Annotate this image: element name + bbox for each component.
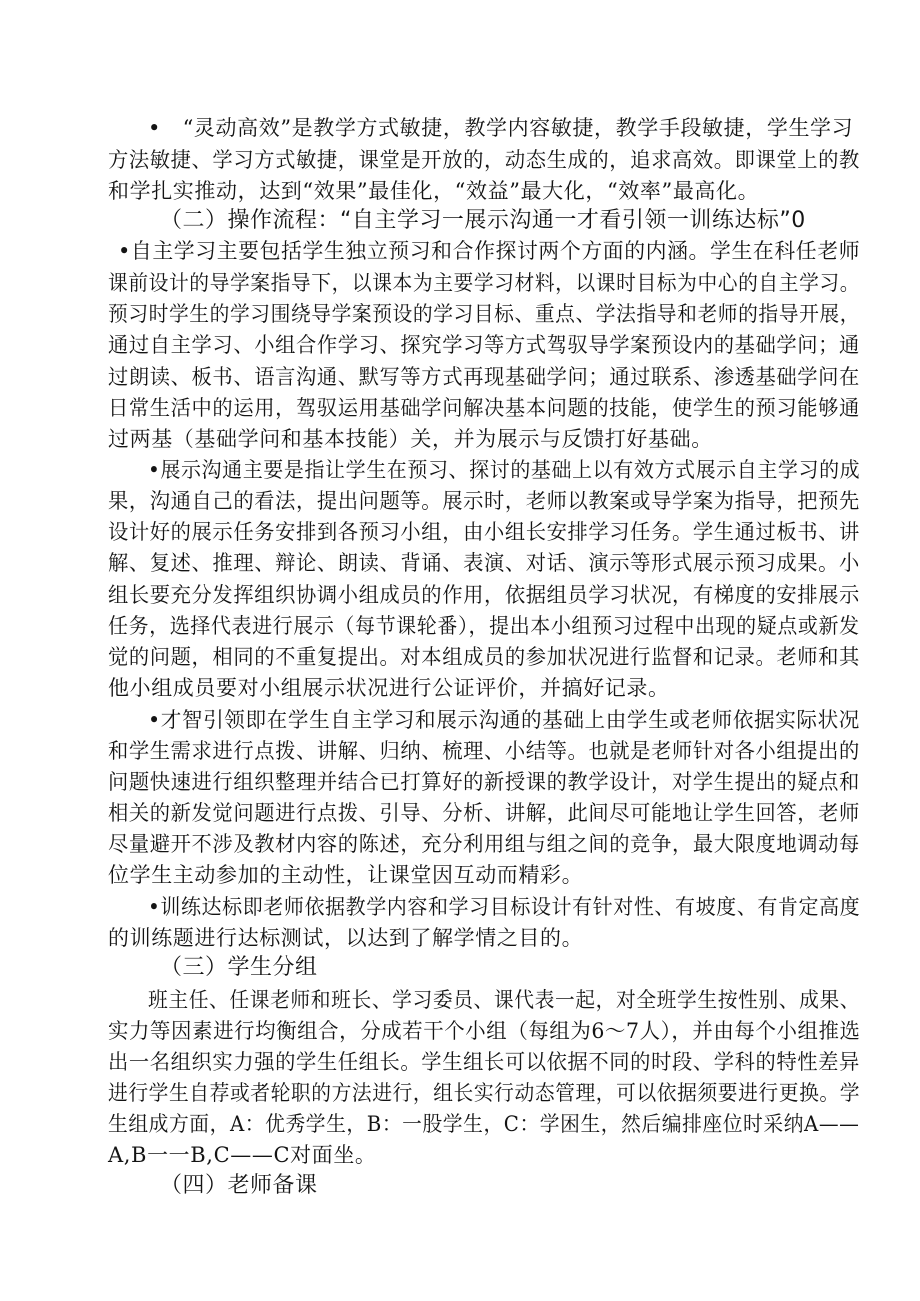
intro-line: 方法敏捷、学习方式敏捷，课堂是开放的，动态生成的，追求高效。即课堂上的教 (108, 148, 860, 172)
paragraph-line: 进行学生自荐或者轮职的方法进行，组长实行动态管理，可以依据须要进行更换。学 (108, 1081, 861, 1105)
paragraph-line: 和学生需求进行点拨、讲解、归纳、梳理、小结等。也就是老师针对各小组提出的 (108, 739, 860, 763)
paragraph-line: 问题快速进行组织整理并结合已打算好的新授课的教学设计，对学生提出的疑点和 (108, 770, 860, 794)
paragraph-line: 他小组成员要对小组展示状况进行公证评价，并搞好记录。 (108, 676, 670, 700)
paragraph-line: 果，沟通自己的看法，提出问题等。展示时，老师以教案或导学案为指导，把预先 (108, 489, 860, 513)
paragraph-line: 过朗读、板书、语言沟通、默写等方式再现基础学问；通过联系、渗透基础学问在 (108, 365, 860, 389)
paragraph-line: 过两基（基础学问和基本技能）关，并为展示与反馈打好基础。 (108, 427, 713, 451)
paragraph-line: •自主学习主要包括学生独立预习和合作探讨两个方面的内涵。学生在科任老师 (118, 239, 861, 263)
paragraph-line: 实力等因素进行均衡组合，分成若干个小组（每组为6～7人），并由每个小组推选 (108, 1019, 861, 1043)
paragraph-line: A,B一一B,C——C对面坐。 (108, 1143, 377, 1167)
paragraph-line: 觉的问题，相同的不重复提出。对本组成员的参加状况进行监督和记录。老师和其 (108, 645, 860, 669)
paragraph-line: 课前设计的导学案指导下，以课本为主要学习材料，以课时目标为中心的自主学习。 (108, 271, 861, 295)
paragraph-line: 任务，选择代表进行展示（每节课轮番），提出本小组预习过程中出现的疑点或新发 (108, 614, 860, 638)
paragraph-line: •才智引领即在学生自主学习和展示沟通的基础上由学生或老师依据实际状况 (148, 708, 861, 732)
paragraph-line: 位学生主动参加的主动性，让课堂因互动而精彩。 (108, 863, 584, 887)
paragraph-line: 设计好的展示任务安排到各预习小组，由小组长安排学习任务。学生通过板书、讲 (108, 520, 860, 544)
section-heading-2: （二）操作流程：“自主学习一展示沟通一才看引领一训练达标”0 (160, 208, 806, 233)
paragraph-line: 日常生活中的运用，驾驭运用基础学问解决基本问题的技能，使学生的预习能够通 (108, 396, 860, 420)
paragraph-line: 班主任、任课老师和班长、学习委员、课代表一起，对全班学生按性别、成果、 (148, 988, 861, 1012)
section-heading-4: （四）老师备课 (160, 1173, 318, 1198)
intro-line: 和学扎实推动，达到“效果”最佳化，“效益”最大化，“效率”最高化。 (108, 179, 760, 203)
paragraph-line: 出一名组织实力强的学生任组长。学生组长可以依据不同的时段、学科的特性差异 (108, 1050, 860, 1074)
paragraph-line: 生组成方面，A：优秀学生，B：一股学生，C：学困生，然后编排座位时采纳A—— (108, 1112, 860, 1136)
paragraph-line: 尽量避开不涉及教材内容的陈述，充分利用组与组之间的竞争，最大限度地调动每 (108, 832, 860, 856)
paragraph-line: 的训练题进行达标测试，以达到了解学情之目的。 (108, 926, 584, 950)
paragraph-line: 通过自主学习、小组合作学习、探究学习等方式驾驭导学案预设内的基础学问；通 (108, 333, 860, 357)
paragraph-line: 相关的新发觉问题进行点拨、引导、分析、讲解，此间尽可能地让学生回答，老师 (108, 801, 860, 825)
paragraph-line: 解、复述、推理、辩论、朗读、背诵、表演、对话、演示等形式展示预习成果。小 (108, 551, 860, 575)
paragraph-line: 组长要充分发挥组织协调小组成员的作用，依据组员学习状况，有梯度的安排展示 (108, 583, 860, 607)
intro-line: • “灵动高效”是教学方式敏捷，教学内容敏捷，教学手段敏捷，学生学习 (148, 116, 854, 140)
paragraph-line: 预习时学生的学习围绕导学案预设的学习目标、重点、学法指导和老师的指导开展， (108, 302, 861, 326)
paragraph-line: •训练达标即老师依据教学内容和学习目标设计有针对性、有坡度、有肯定高度 (148, 895, 861, 919)
section-heading-3: （三）学生分组 (160, 955, 318, 980)
paragraph-line: •展示沟通主要是指让学生在预习、探讨的基础上以有效方式展示自主学习的成 (148, 458, 861, 482)
